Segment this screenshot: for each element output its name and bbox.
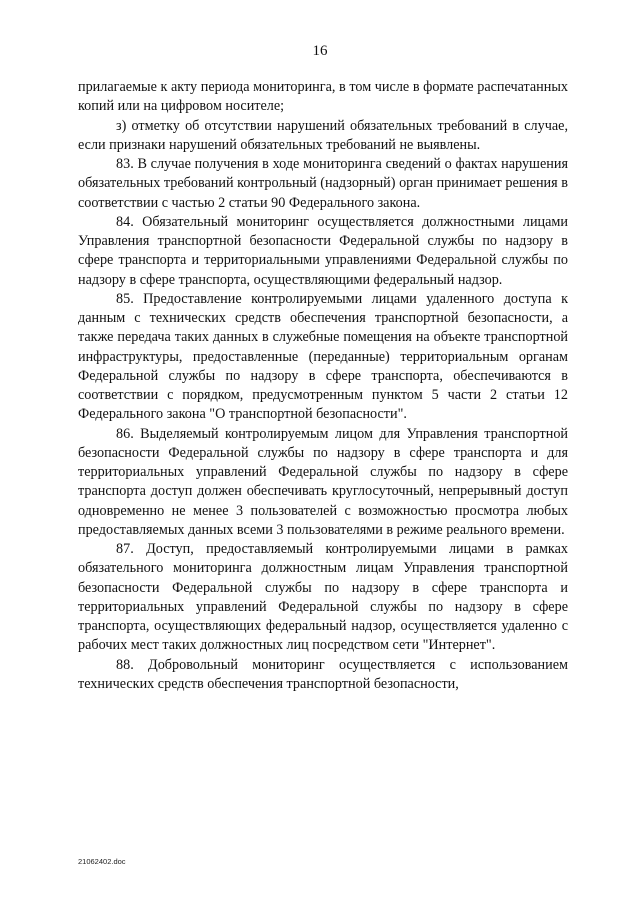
paragraph-83: 83. В случае получения в ходе мониторинга сведений о фактах нарушения обязательных требований контрольный (надзорный) орган принимает решения в соответствии с частью 2 статьи 90 Федерального закона. bbox=[78, 156, 568, 211]
paragraph-87: 87. Доступ, предоставляемый контролируемыми лицами в рамках обязательного мониторинга должностным лицам Управления транспортной безопасности Федеральной службы по надзору в сфере транспорта и территориальных управлений Федеральной службы по надзору в сфере транспорта, осуществляющих федеральный надзор, осуществляется удаленно с рабочих мест таких должностных лиц посредством сети "Интернет". bbox=[78, 541, 568, 654]
document-body bbox=[78, 78, 568, 694]
page-number: 16 bbox=[312, 43, 328, 59]
paragraph-84: 84. Обязательный мониторинг осуществляется должностными лицами Управления транспортной безопасности Федеральной службы по надзору в сфере транспорта и территориальными управлениями Федеральной службы по надзору в сфере транспорта, осуществляющими федеральный надзор. bbox=[78, 213, 568, 288]
paragraph-88: 88. Добровольный мониторинг осуществляется с использованием технических средств обеспечения транспортной безопасности, bbox=[78, 656, 568, 692]
paragraph-85: 85. Предоставление контролируемыми лицами удаленного доступа к данным с технических средств обеспечения транспортной безопасности, а также передача таких данных в служебные помещения на объекте транспортной инфраструктуры, предоставленные (переданные) территориальным органам Федеральной службы по надзору в сфере транспорта, обеспечиваются в соответствии с порядком, предусмотренным пунктом 5 части 2 статьи 12 Федерального закона "О транспортной безопасности". bbox=[78, 290, 568, 423]
paragraph-86: 86. Выделяемый контролируемым лицом для Управления транспортной безопасности Федеральной службы по надзору в сфере транспорта и для территориальных управлений Федеральной службы по надзору в сфере транспорта доступ должен обеспечивать круглосуточный, непрерывный доступ одновременно не менее 3 пользователей с возможностью просмотра любых предоставляемых данных всеми 3 пользователями в режиме реального времени. bbox=[78, 425, 568, 538]
document-file-code: 21062402.doc bbox=[78, 857, 126, 866]
paragraph-item-z: з) отметку об отсутствии нарушений обязательных требований в случае, если признаки нарушений обязательных требований не выявлены. bbox=[78, 117, 568, 153]
paragraph-continuation: прилагаемые к акту периода мониторинга, в том числе в формате распечатанных копий или на цифровом носителе; bbox=[78, 79, 568, 115]
